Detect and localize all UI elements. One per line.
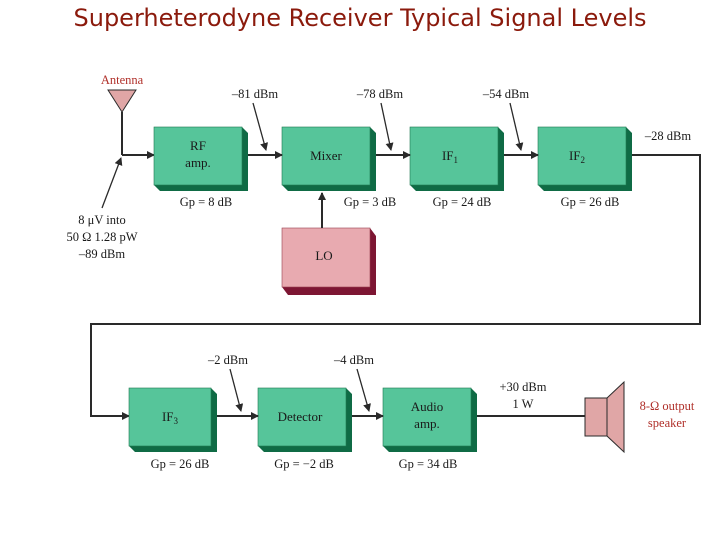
if2-label: $IF_2$ [568, 148, 586, 165]
audio-out-level-line2: 1 W [512, 397, 534, 411]
rf-amp-label-line1: RF [190, 138, 206, 153]
speaker-icon [585, 382, 624, 452]
lo-block [282, 228, 376, 295]
mixer-out-level: –78 dBm [356, 87, 404, 101]
input-level-pointer [102, 158, 121, 208]
rf-amp-gain: Gp = 8 dB [179, 195, 233, 209]
if1-out-pointer [510, 103, 521, 150]
if2-block [538, 127, 632, 191]
if1-out-level: –54 dBm [482, 87, 530, 101]
input-level-line2: 50 Ω 1.28 pW [66, 230, 138, 244]
rf-out-pointer [253, 103, 266, 150]
detector-label: Detector [277, 409, 323, 424]
audio-amp-label-line2: amp. [414, 416, 440, 431]
audio-out-level-line1: +30 dBm [499, 380, 547, 394]
audio-amp-label-line1: Audio [410, 399, 444, 414]
if3-label: $IF_3$ [161, 409, 179, 426]
mixer-out-pointer [381, 103, 391, 150]
if1-block [410, 127, 504, 191]
page-title: Superheterodyne Receiver Typical Signal Levels [73, 4, 647, 32]
if1-gain: Gp = 24 dB [432, 195, 492, 209]
rf-amp-label-line2: amp. [185, 155, 211, 170]
mixer-block [282, 127, 376, 191]
antenna-label: Antenna [100, 73, 144, 87]
speaker-label-line2: speaker [647, 416, 687, 430]
if3-block [129, 388, 217, 452]
audio-amp-block [383, 388, 477, 452]
rf-amp-block [154, 127, 248, 191]
rf-out-level: –81 dBm [231, 87, 279, 101]
input-level-line1: 8 μV into [78, 213, 126, 227]
detector-gain: Gp = −2 dB [274, 457, 334, 471]
detector-out-pointer [357, 369, 369, 411]
if2-gain: Gp = 26 dB [560, 195, 620, 209]
if3-out-pointer [230, 369, 241, 411]
mixer-label: Mixer [310, 148, 342, 163]
antenna-icon [108, 90, 136, 112]
if2-out-level: –28 dBm [644, 129, 692, 143]
audio-amp-gain: Gp = 34 dB [398, 457, 458, 471]
if1-label: $IF_1$ [441, 148, 459, 165]
speaker-label-line1: 8-Ω output [639, 399, 695, 413]
input-level-line3: –89 dBm [78, 247, 126, 261]
lo-label: LO [315, 248, 333, 263]
if3-out-level: –2 dBm [208, 353, 248, 367]
mixer-gain: Gp = 3 dB [343, 195, 397, 209]
detector-block [258, 388, 352, 452]
detector-out-level: –4 dBm [334, 353, 374, 367]
if3-gain: Gp = 26 dB [150, 457, 210, 471]
